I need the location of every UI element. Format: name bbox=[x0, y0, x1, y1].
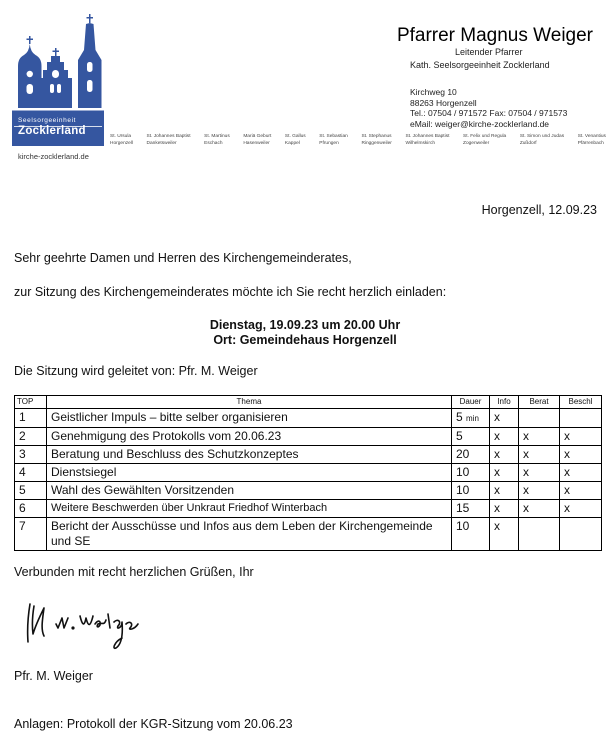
row-consult bbox=[519, 409, 560, 428]
parish-item: St. Martinus Eschach bbox=[204, 134, 230, 146]
parish-item: St. Ursula Horgenzell bbox=[110, 134, 133, 146]
parish-item: Mariä Geburt Hasenweiler bbox=[243, 134, 272, 146]
row-duration: 5 bbox=[452, 428, 490, 446]
table-row bbox=[15, 428, 602, 446]
agenda-header-row bbox=[15, 396, 602, 409]
duration-unit: min bbox=[466, 414, 479, 423]
parish-item: St. Gallus Kappel bbox=[284, 134, 306, 146]
parish-item: St. Venantius Pfärrenbach bbox=[577, 134, 606, 146]
row-top: 1 bbox=[15, 409, 47, 428]
pastor-role: Leitender Pfarrer bbox=[455, 47, 523, 57]
meeting-date: Dienstag, 19.09.23 um 20.00 Uhr bbox=[209, 318, 401, 332]
row-decision bbox=[560, 409, 602, 428]
row-consult: x bbox=[519, 482, 560, 500]
parish-item: St. Felix und Regula Zogenweiler bbox=[463, 134, 507, 146]
table-row bbox=[15, 518, 602, 551]
parish-item: St. Johannes Baptist Wilhelmskirch bbox=[405, 134, 450, 146]
row-consult: x bbox=[519, 500, 560, 518]
row-duration: 10 bbox=[452, 518, 490, 551]
letter-date: Horgenzell, 12.09.23 bbox=[481, 203, 597, 217]
row-info: x bbox=[490, 482, 519, 500]
signer-name: Pfr. M. Weiger bbox=[14, 669, 93, 683]
parish-item: St. Stephanus Ringgenweiler bbox=[361, 134, 392, 146]
table-row bbox=[15, 464, 602, 482]
row-decision: x bbox=[560, 428, 602, 446]
header-info: Info bbox=[490, 396, 519, 409]
parish-item: St. Sebastian Pfrungen bbox=[319, 134, 348, 146]
row-info: x bbox=[490, 428, 519, 446]
table-row bbox=[15, 446, 602, 464]
row-top: 5 bbox=[15, 482, 47, 500]
row-info: x bbox=[490, 409, 519, 428]
row-decision bbox=[560, 518, 602, 551]
table-row bbox=[15, 409, 602, 428]
attachments-text: Anlagen: Protokoll der KGR-Sitzung vom 20.06.23 bbox=[14, 717, 293, 731]
header-top: TOP bbox=[15, 396, 47, 409]
row-duration: 10 bbox=[452, 482, 490, 500]
logo-wordmark bbox=[18, 117, 102, 137]
parish-item: St. Johannes Baptist Danketsweiler bbox=[146, 134, 191, 146]
chair-text: Die Sitzung wird geleitet von: Pfr. M. Weiger bbox=[14, 364, 258, 378]
pastor-unit: Kath. Seelsorgeeinheit Zocklerland bbox=[410, 60, 550, 70]
row-decision: x bbox=[560, 464, 602, 482]
row-duration: 15 bbox=[452, 500, 490, 518]
table-row bbox=[15, 482, 602, 500]
row-theme: Bericht der Ausschüsse und Infos aus dem Leben der Kirchengemeinde und SE bbox=[47, 518, 452, 551]
logo-title: Zocklerland bbox=[18, 125, 86, 137]
row-theme: Geistlicher Impuls – bitte selber organisieren bbox=[47, 409, 452, 428]
address-street: Kirchweg 10 bbox=[410, 87, 457, 97]
row-theme: Beratung und Beschluss des Schutzkonzeptes bbox=[47, 446, 452, 464]
row-theme: Genehmigung des Protokolls vom 20.06.23 bbox=[47, 428, 452, 446]
closing-text: Verbunden mit recht herzlichen Grüßen, Ihr bbox=[14, 565, 254, 579]
address-email[interactable]: eMail: weiger@kirche-zocklerland.de bbox=[410, 119, 550, 129]
header-duration: Dauer bbox=[452, 396, 490, 409]
row-theme: Dienstsiegel bbox=[47, 464, 452, 482]
logo-subtitle: Seelsorgeeinheit bbox=[18, 117, 77, 124]
row-decision: x bbox=[560, 482, 602, 500]
parish-item: St. Simon und Judas Zußdorf bbox=[519, 134, 565, 146]
website-link[interactable]: kirche-zocklerland.de bbox=[18, 152, 89, 161]
row-duration: 5 min bbox=[452, 409, 490, 428]
header-theme: Thema bbox=[47, 396, 452, 409]
address-phone: Tel.: 07504 / 971572 Fax: 07504 / 971573 bbox=[410, 108, 568, 118]
row-top: 7 bbox=[15, 518, 47, 551]
row-info: x bbox=[490, 500, 519, 518]
row-info: x bbox=[490, 518, 519, 551]
row-top: 4 bbox=[15, 464, 47, 482]
salutation: Sehr geehrte Damen und Herren des Kirchengemeinderates, bbox=[14, 251, 352, 265]
signature-image bbox=[18, 594, 148, 652]
pastor-name: Pfarrer Magnus Weiger bbox=[396, 25, 593, 46]
row-decision: x bbox=[560, 500, 602, 518]
row-theme: Wahl des Gewählten Vorsitzenden bbox=[47, 482, 452, 500]
header-decision: Beschl bbox=[560, 396, 602, 409]
row-duration: 20 bbox=[452, 446, 490, 464]
row-top: 6 bbox=[15, 500, 47, 518]
row-theme: Weitere Beschwerden über Unkraut Friedhof Winterbach bbox=[47, 500, 452, 518]
row-top: 3 bbox=[15, 446, 47, 464]
row-top: 2 bbox=[15, 428, 47, 446]
invitation-text: zur Sitzung des Kirchengemeinderates möchte ich Sie recht herzlich einladen: bbox=[14, 285, 447, 299]
row-consult: x bbox=[519, 446, 560, 464]
agenda-table bbox=[14, 395, 602, 551]
row-duration: 10 bbox=[452, 464, 490, 482]
meeting-place: Ort: Gemeindehaus Horgenzell bbox=[213, 333, 397, 347]
row-decision: x bbox=[560, 446, 602, 464]
address-city: 88263 Horgenzell bbox=[410, 98, 477, 108]
table-row bbox=[15, 500, 602, 518]
row-info: x bbox=[490, 446, 519, 464]
row-consult bbox=[519, 518, 560, 551]
parish-list bbox=[110, 133, 606, 147]
row-consult: x bbox=[519, 464, 560, 482]
header-consult: Berat bbox=[519, 396, 560, 409]
row-consult: x bbox=[519, 428, 560, 446]
row-info: x bbox=[490, 464, 519, 482]
